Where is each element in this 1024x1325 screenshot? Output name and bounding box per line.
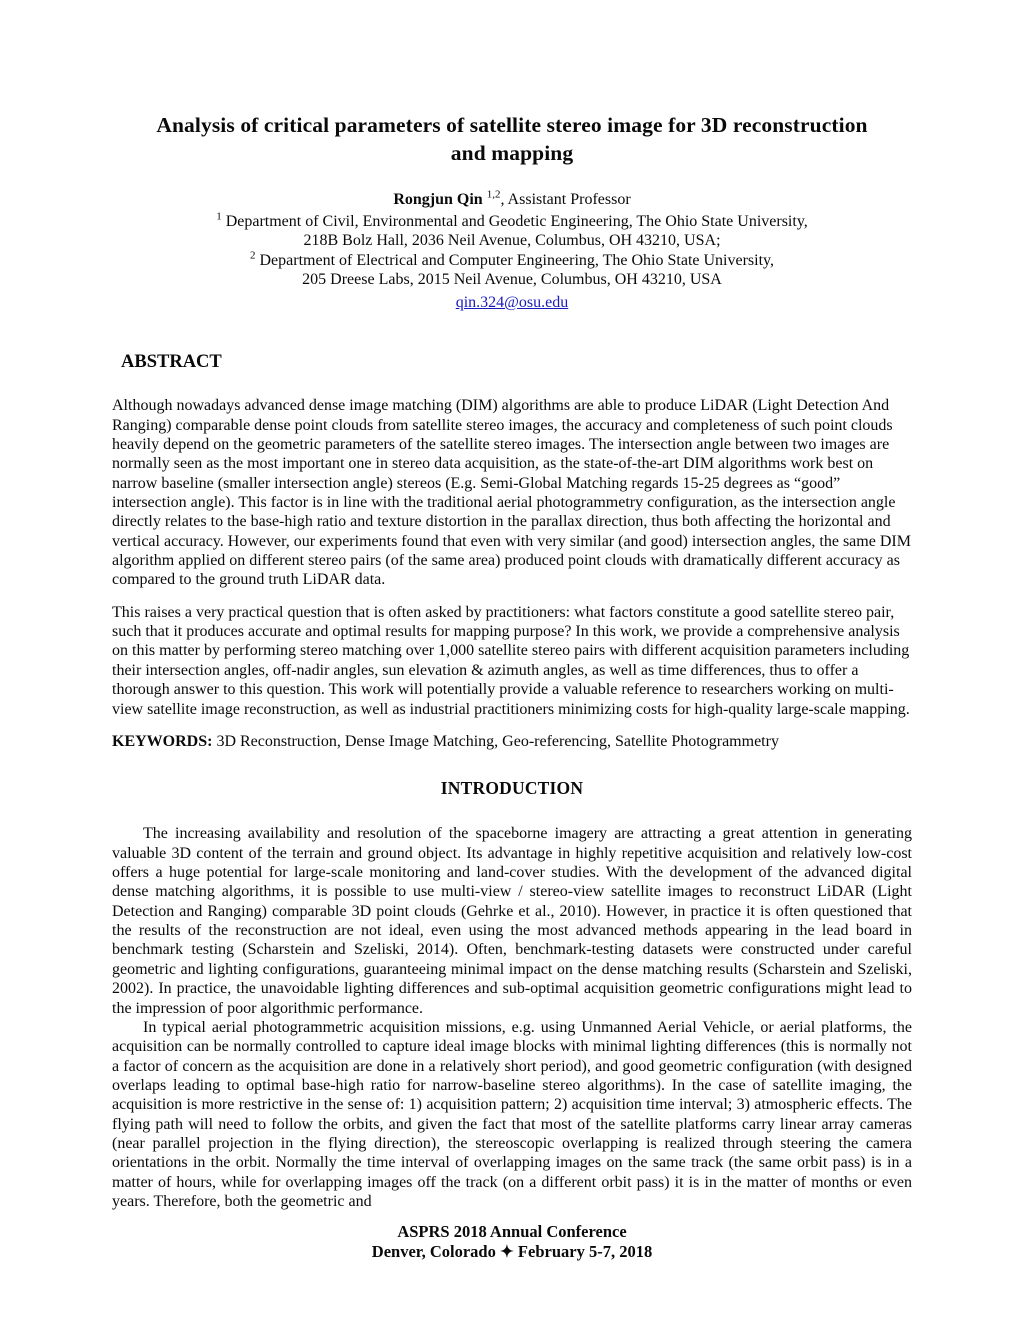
affiliation-3-text: Department of Electrical and Computer Engineering, The Ohio State University, [255,251,774,269]
affiliation-4-text: 205 Dreese Labs, 2015 Neil Avenue, Columbus, OH 43210, USA [302,270,722,288]
page-title-line-1: Analysis of critical parameters of satellite stereo image for 3D reconstruction [156,113,868,137]
paper-page [112,0,912,1211]
page-footer [0,1222,1024,1262]
affiliation-3-superscript: 2 [249,249,256,262]
abstract-heading: ABSTRACT [121,352,222,373]
affiliation-1-text: Department of Civil, Environmental and Geodetic Engineering, The Ohio State University, [221,213,808,231]
page-title-line-2: and mapping [450,140,574,165]
email-link[interactable]: qin.324@osu.edu [455,293,569,311]
keywords-label: KEYWORDS: [112,732,213,750]
affiliation-line-3 [112,251,912,270]
keywords-line [112,732,912,751]
email-line [112,293,912,312]
introduction-paragraph-1: The increasing availability and resolution of the spaceborne imagery are attracting a great attention in generating valuable 3D content of the terrain and ground object. Its advantage in highly repetitive acquisition and relatively low-cost offers a huge potential for large-scale monitoring and land-cover studies. With the development of the advanced digital dense matching algorithms, it is possible to use multi-view / stereo-view satellite images to reconstruct LiDAR (Light Detection and Ranging) comparable 3D point clouds (Gehrke et al., 2010). However, in practice it is often questioned that the results of the reconstruction are not ideal, even using the most advanced methods appearing in the lead board in benchmark testing (Scharstein and Szeliski, 2014). Often, benchmark-testing datasets were constructed under careful geometric and lighting configurations, guaranteeing minimal impact on the dense matching results (Scharstein and Szeliski, 2002). In practice, the unavoidable lighting differences and sub-optimal acquisition geometric configurations might lead to the impression of poor algorithmic performance. [112,825,912,1017]
author-line [112,190,912,209]
abstract-paragraph-2: This raises a very practical question that is often asked by practitioners: what factors constitute a good satellite stereo pair, such that it produces accurate and optimal results for mapping purpose? In this work, we provide a comprehensive analysis on this matter by performing stereo matching over 1,000 satellite stereo pairs with different acquisition parameters including their intersection angles, off-nadir angles, sun elevation & azimuth angles, as well as time differences, thus to offer a thorough answer to this question. This work will potentially provide a valuable reference to researchers working on multi-view satellite image reconstruction, as well as industrial practitioners minimizing costs for high-quality large-scale mapping. [112,603,910,718]
keywords-text: 3D Reconstruction, Dense Image Matching, Geo-referencing, Satellite Photogrammetry [212,732,779,750]
author-superscript: 1,2 [486,188,501,201]
affiliation-line-2 [112,231,912,250]
author-block [112,190,912,312]
footer-conference-location-date: Denver, Colorado ✦ February 5-7, 2018 [371,1241,653,1261]
abstract-paragraph-1: Although nowadays advanced dense image matching (DIM) algorithms are able to produce LiDAR (Light Detection And Ranging) comparable dense point clouds from satellite stereo images, the accuracy and completeness of such point clouds heavily depend on the geometric parameters of the satellite stereo images. The intersection angle between two images are normally seen as the most important one in stereo data acquisition, as the state-of-the-art DIM algorithms work best on narrow baseline (smaller intersection angle) stereos (E.g. Semi-Global Matching regards 15-25 degrees as “good” intersection angle). This factor is in line with the traditional aerial photogrammetry configuration, as the intersection angle directly relates to the base-high ratio and texture distortion in the parallax direction, thus both affecting the horizontal and vertical accuracy. However, our experiments found that even with very similar (and good) intersection angles, the same DIM algorithm applied on different stereo pairs (of the same area) produced point clouds with dramatically different accuracy as compared to the ground truth LiDAR data. [112,397,911,589]
affiliation-line-4 [112,270,912,289]
affiliation-line-1 [112,212,912,231]
author-role: , Assistant Professor [500,191,631,209]
author-name: Rongjun Qin [393,191,483,209]
affiliation-2-text: 218B Bolz Hall, 2036 Neil Avenue, Columbus, OH 43210, USA; [303,232,721,250]
footer-conference-name: ASPRS 2018 Annual Conference [397,1222,627,1241]
page-title [112,112,912,167]
introduction-paragraph-2: In typical aerial photogrammetric acquisition missions, e.g. using Unmanned Aerial Vehicle, or aerial platforms, the acquisition can be normally controlled to capture ideal image blocks with minimal lighting differences (this is normally not a factor of concern as the acquisition are done in a relatively short period), and good geometric configuration (with designed overlaps leading to optimal base-high ratio for narrow-baseline stereo algorithms). In the case of satellite imaging, the acquisition is more restrictive in the sense of: 1) acquisition pattern; 2) acquisition time interval; 3) atmospheric effects. The flying path will need to follow the orbits, and given the fact that most of the satellite platforms carry linear array cameras (near parallel projection in the flying direction), the stereoscopic overlapping is realized through steering the camera orientations in the orbit. Normally the time interval of overlapping images on the same track (the same orbit pass) is in a matter of hours, while for overlapping images off the track (on a different orbit pass) it is in the matter of months or even years. Therefore, both the geometric and [112,1018,912,1211]
affiliation-1-superscript: 1 [216,210,222,223]
introduction-heading: INTRODUCTION [440,778,584,799]
